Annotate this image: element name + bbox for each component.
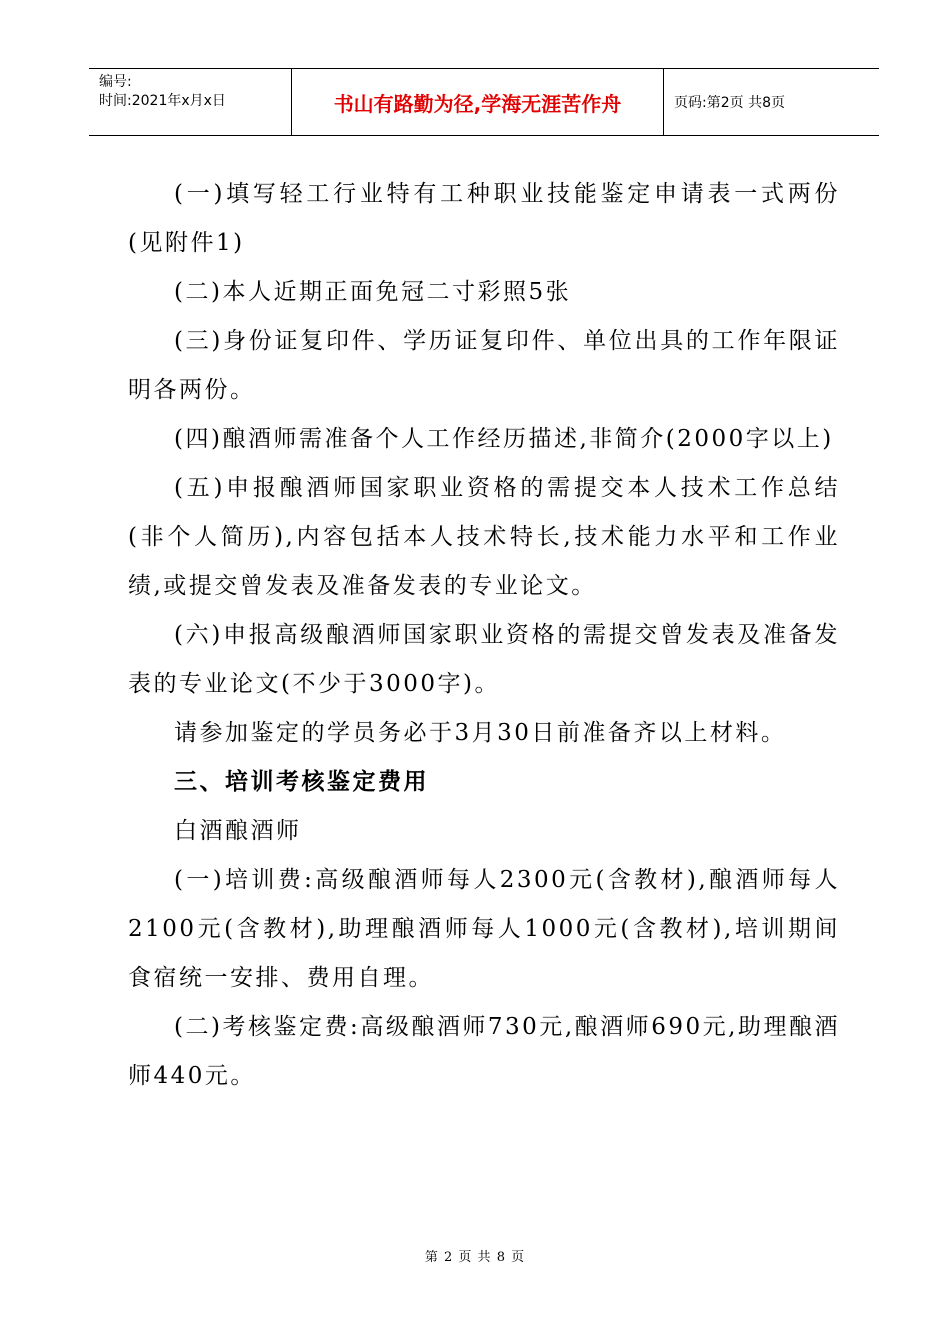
page-header (89, 68, 879, 136)
paragraph-item-4: (四)酿酒师需准备个人工作经历描述,非简介(2000字以上) (174, 426, 834, 452)
header-motto: 书山有路勤为径,学海无涯苦作舟 (291, 69, 664, 135)
paragraph-training-fee: (一)培训费:高级酿酒师每人2300元(含教材),酿酒师每人2100元(含教材),助理酿酒师每人1000元(含教材),培训期间食宿统一安排、费用自理。 (128, 867, 840, 991)
code-label: 编号: (99, 74, 132, 90)
paragraph-item-1: (一)填写轻工行业特有工种职业技能鉴定申请表一式两份(见附件1) (128, 181, 840, 256)
document-body (128, 170, 840, 1101)
paragraph-deadline: 请参加鉴定的学员务必于3月30日前准备齐以上材料。 (174, 720, 787, 746)
paragraph-item-2: (二)本人近期正面免冠二寸彩照5张 (174, 279, 572, 305)
paragraph-item-3: (三)身份证复印件、学历证复印件、单位出具的工作年限证明各两份。 (128, 328, 840, 403)
time-text: 时间:2021年x月x日 (99, 93, 226, 109)
page-footer: 第 2 页 共 8 页 (424, 1250, 526, 1265)
header-page-info: 页码:第2页 共8页 (674, 95, 785, 111)
header-meta (89, 69, 291, 135)
section-heading-fees: 三、培训考核鉴定费用 (174, 769, 429, 795)
paragraph-item-5: (五)申报酿酒师国家职业资格的需提交本人技术工作总结(非个人简历),内容包括本人技术特长,技术能力水平和工作业绩,或提交曾发表及准备发表的专业论文。 (128, 475, 840, 599)
subheading-liquor-brewer: 白酒酿酒师 (174, 818, 302, 844)
paragraph-assessment-fee: (二)考核鉴定费:高级酿酒师730元,酿酒师690元,助理酿酒师440元。 (128, 1014, 840, 1089)
paragraph-item-6: (六)申报高级酿酒师国家职业资格的需提交曾发表及准备发表的专业论文(不少于3000字)。 (128, 622, 840, 697)
